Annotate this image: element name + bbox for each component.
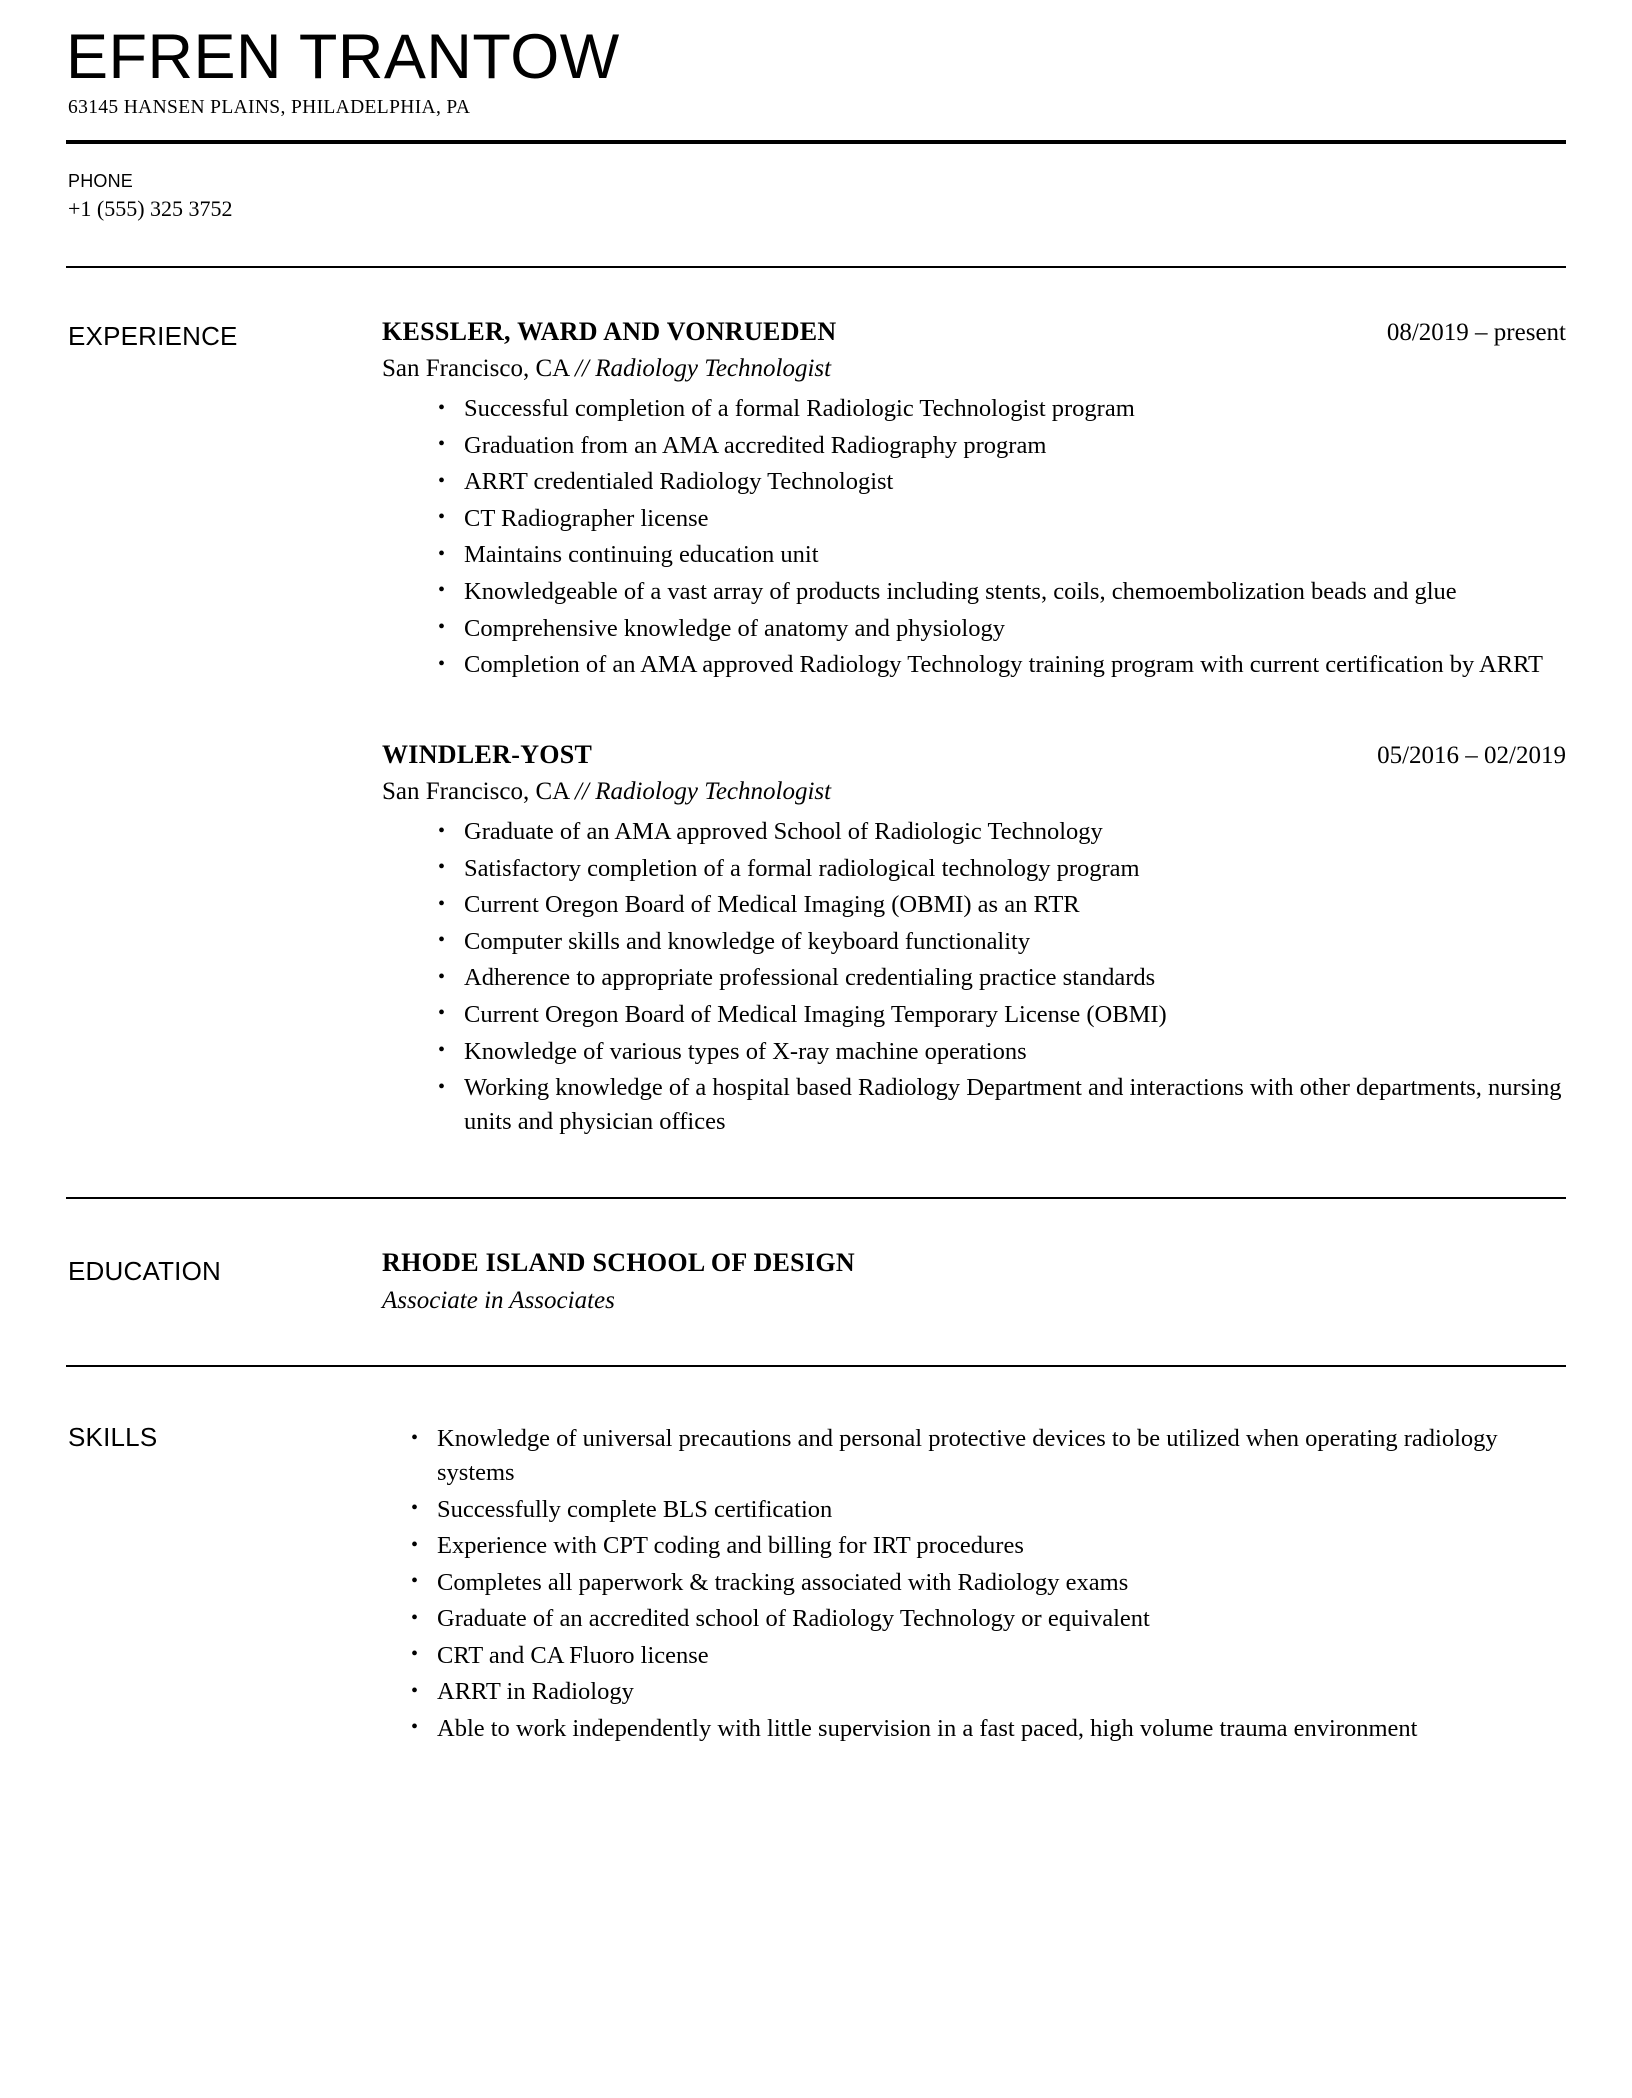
- list-item: • Completion of an AMA approved Radiology Technology training program with current certification by ARRT: [438, 648, 1566, 682]
- job-separator: //: [575, 355, 596, 383]
- section-label-experience: EXPERIENCE: [68, 320, 238, 351]
- section-body-experience: [382, 316, 1566, 1142]
- list-item: • Adherence to appropriate professional credentialing practice standards: [438, 961, 1566, 995]
- section-label-col: [66, 1247, 382, 1287]
- phone-label: PHONE: [68, 170, 134, 191]
- skills-bullet-list: [382, 1422, 1566, 1745]
- section-body-skills: [382, 1415, 1566, 1748]
- experience-entry: [382, 316, 1566, 682]
- list-item: • Working knowledge of a hospital based Radiology Department and interactions with other departments, nursing units and physician offices: [438, 1071, 1566, 1138]
- resume-header: [66, 0, 1566, 119]
- section-label-education: EDUCATION: [68, 1256, 221, 1287]
- list-item: • ARRT credentialed Radiology Technologist: [438, 465, 1566, 499]
- list-item: • Current Oregon Board of Medical Imaging (OBMI) as an RTR: [438, 888, 1566, 922]
- job-bullet-list: [382, 815, 1566, 1138]
- experience-entry-head: [382, 739, 1566, 772]
- job-role: Radiology Technologist: [595, 355, 832, 383]
- spacer: [66, 223, 1566, 266]
- list-item: • Experience with CPT coding and billing for IRT procedures: [411, 1529, 1566, 1563]
- list-item: • Satisfactory completion of a formal radiological technology program: [438, 852, 1566, 886]
- job-location: San Francisco, CA: [382, 778, 576, 806]
- section-body-education: [382, 1247, 1566, 1317]
- list-item: • Maintains continuing education unit: [438, 538, 1566, 572]
- list-item: • Completes all paperwork & tracking associated with Radiology exams: [411, 1566, 1566, 1600]
- education-entry: [382, 1247, 1566, 1317]
- list-item: • Graduation from an AMA accredited Radiography program: [438, 429, 1566, 463]
- list-item: • CRT and CA Fluoro license: [411, 1639, 1566, 1673]
- education-degree: Associate in Associates: [382, 1286, 615, 1314]
- list-item: • Graduate of an accredited school of Radiology Technology or equivalent: [411, 1602, 1566, 1636]
- phone-value: +1 (555) 325 3752: [68, 195, 233, 221]
- job-subtitle: [382, 775, 1566, 808]
- list-item: • Successful completion of a formal Radiologic Technologist program: [438, 392, 1566, 426]
- job-company: WINDLER-YOST: [382, 739, 593, 769]
- address-line: 63145 HANSEN PLAINS, PHILADELPHIA, PA: [68, 96, 471, 118]
- job-separator: //: [575, 778, 596, 806]
- list-item: • Able to work independently with little supervision in a fast paced, high volume trauma environment: [411, 1712, 1566, 1746]
- section-experience: [66, 268, 1566, 1198]
- job-dates: 05/2016 – 02/2019: [1377, 741, 1566, 769]
- list-item: • Knowledgeable of a vast array of products including stents, coils, chemoembolization beads and glue: [438, 575, 1566, 609]
- list-item: • Current Oregon Board of Medical Imaging Temporary License (OBMI): [438, 998, 1566, 1032]
- section-label-col: [66, 316, 382, 349]
- education-school: RHODE ISLAND SCHOOL OF DESIGN: [382, 1248, 855, 1278]
- list-item: • Computer skills and knowledge of keyboard functionality: [438, 925, 1566, 959]
- section-label-col: [66, 1415, 382, 1453]
- job-location: San Francisco, CA: [382, 355, 576, 383]
- contact-block: [66, 144, 1566, 223]
- experience-entry: [382, 739, 1566, 1139]
- job-subtitle: [382, 352, 1566, 385]
- job-company: KESSLER, WARD AND VONRUEDEN: [382, 316, 837, 346]
- experience-entry-head: [382, 316, 1566, 349]
- section-skills: [66, 1367, 1566, 1796]
- list-item: • ARRT in Radiology: [411, 1675, 1566, 1709]
- job-bullet-list: [382, 392, 1566, 682]
- job-dates: 08/2019 – present: [1386, 318, 1566, 346]
- section-education: [66, 1199, 1566, 1365]
- job-role: Radiology Technologist: [595, 778, 832, 806]
- list-item: • Knowledge of various types of X-ray machine operations: [438, 1035, 1566, 1069]
- list-item: • Comprehensive knowledge of anatomy and physiology: [438, 612, 1566, 646]
- section-label-skills: SKILLS: [68, 1422, 158, 1453]
- list-item: • Knowledge of universal precautions and personal protective devices to be utilized when operating radiology systems: [411, 1422, 1566, 1489]
- list-item: • CT Radiographer license: [438, 502, 1566, 536]
- list-item: • Successfully complete BLS certification: [411, 1493, 1566, 1527]
- list-item: • Graduate of an AMA approved School of Radiologic Technology: [438, 815, 1566, 849]
- page-title: EFREN TRANTOW: [66, 22, 620, 92]
